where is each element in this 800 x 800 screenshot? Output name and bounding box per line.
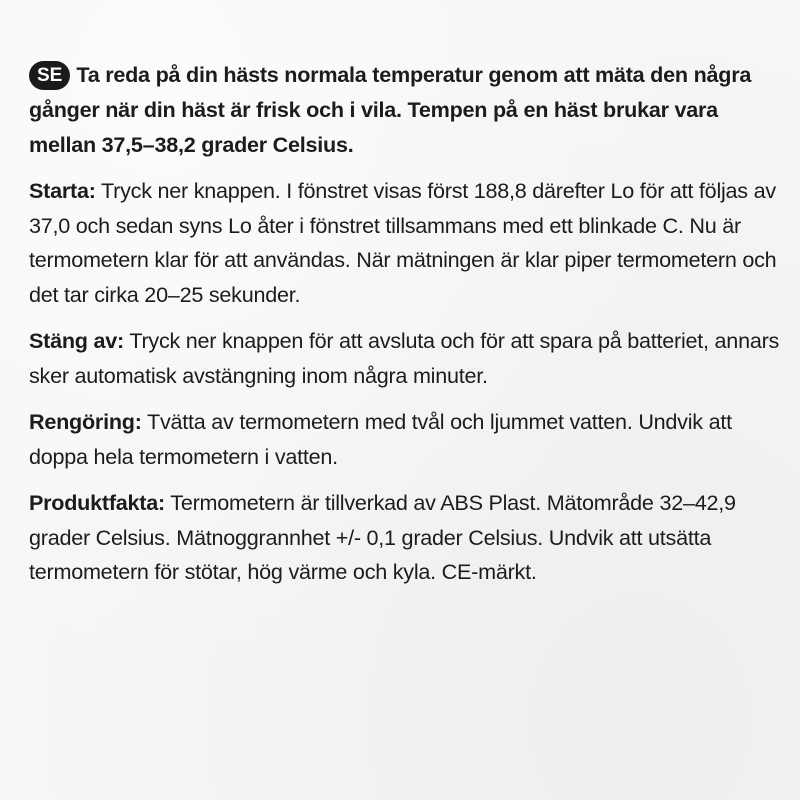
section-turn-off — [29, 324, 780, 393]
section-product-facts-text: Termometern är tillverkad av ABS Plast. Mätområde 32–42,9 grader Celsius. Mätnoggrannhet +/- 0,1 grader Celsius. Undvik att utsätta termometern för stötar, hög värme och kyla. CE-märkt. — [29, 490, 736, 584]
section-cleaning — [29, 405, 780, 474]
section-start-text: Tryck ner knappen. I fönstret visas först 188,8 därefter Lo för att följas av 37,0 och sedan syns Lo åter i fönstret tillsammans med ett blinkade C. Nu är termometern klar för att användas. När mätningen är klar piper termometern och det tar cirka 20–25 sekunder. — [29, 178, 777, 307]
language-badge: SE — [29, 61, 70, 90]
intro-text: Ta reda på din hästs normala temperatur genom att mäta den några gånger när din häst är frisk och i vila. Tempen på en häst brukar vara mellan 37,5–38,2 grader Celsius. — [29, 62, 752, 157]
section-turn-off-text: Tryck ner knappen för att avsluta och för att spara på batteriet, annars sker automatisk avstängning inom några minuter. — [29, 328, 780, 388]
section-start-label: Starta: — [29, 178, 96, 203]
section-cleaning-text: Tvätta av termometern med tvål och ljummet vatten. Undvik att doppa hela termometern i vatten. — [29, 409, 732, 469]
section-product-facts-label: Produktfakta: — [29, 490, 165, 515]
section-start — [29, 174, 780, 312]
section-product-facts — [29, 486, 780, 590]
section-turn-off-label: Stäng av: — [29, 328, 124, 353]
intro-paragraph — [29, 57, 780, 162]
section-cleaning-label: Rengöring: — [29, 409, 142, 434]
